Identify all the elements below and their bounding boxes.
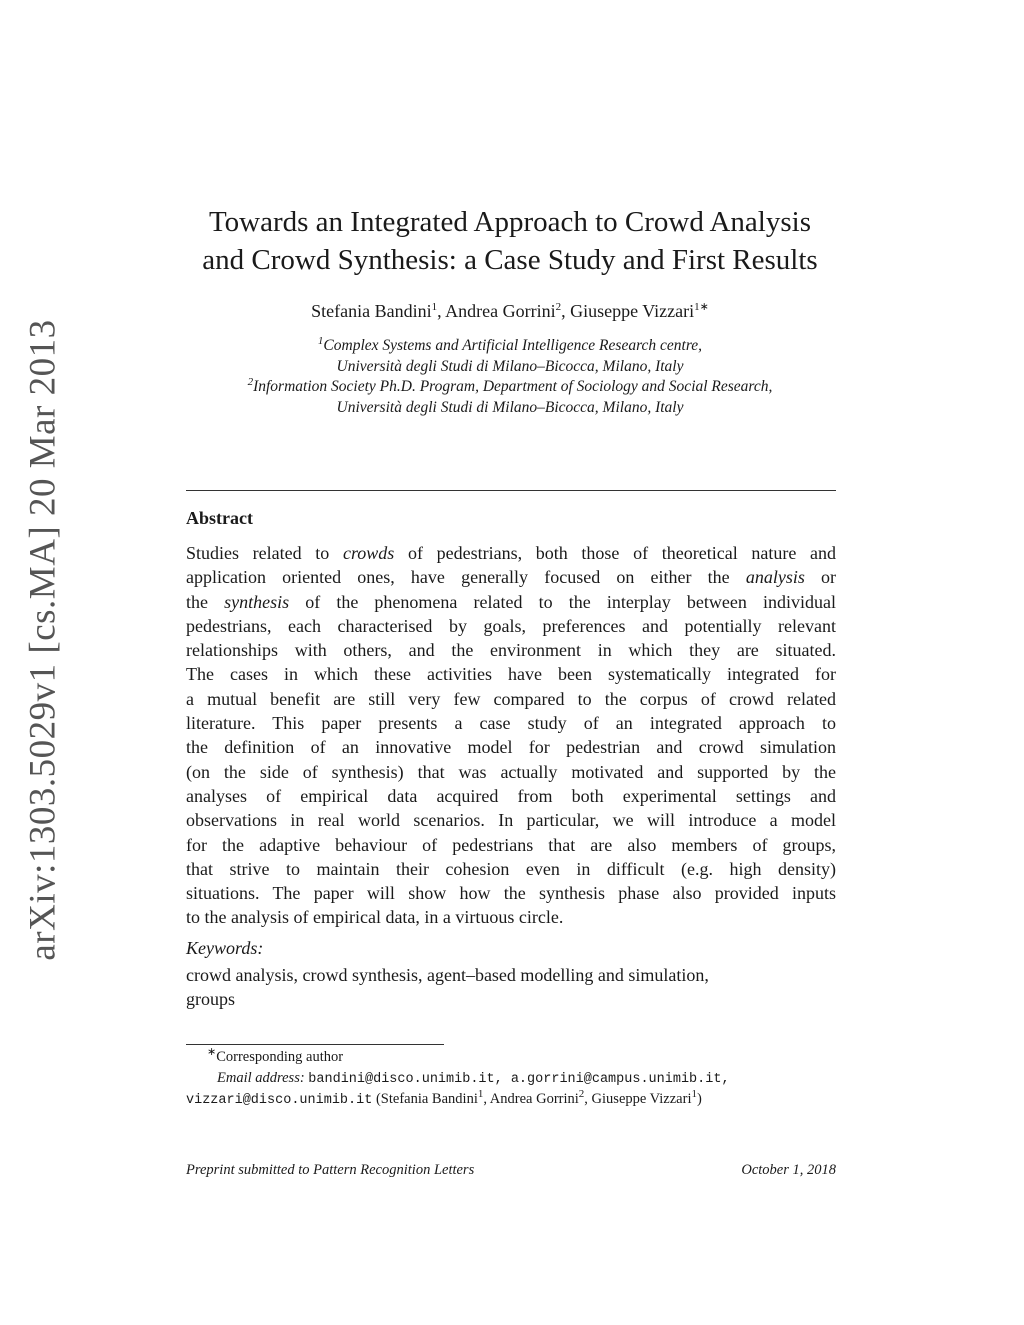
arxiv-identifier-text: arXiv:1303.5029v1 [cs.MA] 20 Mar 2013	[22, 319, 64, 961]
emphasis-crowds: crowds	[342, 543, 395, 563]
abstract-line: that strive to maintain their cohesion even in difficult (e.g. high density)	[186, 858, 836, 879]
author-name: Andrea Gorrini	[445, 301, 556, 321]
emphasis-analysis: analysis	[745, 567, 805, 588]
emphasis-synthesis: synthesis	[224, 591, 290, 612]
abstract-line: application oriented ones, have generally focused on either the analysis or	[186, 567, 837, 588]
affiliation-number: 2	[247, 375, 254, 388]
abstract-line: observations in real world scenarios. In particular, we will introduce a model	[186, 810, 836, 831]
affiliation-text: Complex Systems and Artificial Intelligence Research centre,	[323, 337, 703, 354]
affiliation-2-line-2: Università degli Studi di Milano–Bicocca, Milano, Italy	[336, 398, 684, 416]
affiliation-number: 1	[317, 334, 324, 347]
author-affiliation-mark: 2	[555, 301, 562, 313]
footnote-text: Corresponding author	[216, 1049, 344, 1065]
abstract-heading: Abstract	[186, 508, 253, 528]
email-footnote	[217, 1070, 877, 1087]
author-name: Stefania Bandini	[311, 301, 432, 321]
abstract-line: The cases in which these activities have been systematically integrated for	[186, 664, 836, 685]
abstract-top-rule	[186, 490, 836, 491]
abstract-line: the definition of an innovative model for pedestrian and crowd simulation	[186, 737, 836, 758]
abstract-line: literature. This paper presents a case study of an integrated approach to	[186, 713, 836, 734]
footer-date: October 1, 2018	[741, 1162, 836, 1178]
abstract-body	[186, 541, 836, 930]
affiliation-1-line-2: Università degli Studi di Milano–Bicocca, Milano, Italy	[336, 357, 684, 375]
arxiv-identifier-stamp	[18, 319, 68, 961]
affiliation-2-line-1	[150, 377, 870, 398]
affiliation-text: Information Society Ph.D. Program, Department of Sociology and Social Research,	[253, 378, 773, 395]
abstract-line: Studies related to crowds of pedestrians, both those of theoretical nature and	[186, 543, 836, 563]
abstract-line: a mutual benefit are still very few compared to the corpus of crowd related	[186, 688, 836, 709]
abstract-line: (on the side of synthesis) that was actually motivated and supported by the	[186, 761, 836, 782]
abstract-line: relationships with others, and the environment in which they are situated.	[186, 640, 836, 661]
paper-title	[150, 203, 870, 279]
keywords-line-2: groups	[186, 989, 235, 1009]
email-addresses[interactable]: bandini@disco.unimib.it, a.gorrini@campus.unimib.it,	[308, 1072, 730, 1087]
keywords-label: Keywords:	[186, 938, 264, 958]
title-line-2: and Crowd Synthesis: a Case Study and First Results	[202, 244, 818, 276]
abstract-line: analyses of empirical data acquired from both experimental settings and	[186, 785, 836, 806]
email-footnote-continued: vizzari@disco.unimib.it (Stefania Bandini$^1$, Andrea Gorrini$^2$, Giuseppe Vizzari$^1$)	[186, 1088, 702, 1108]
abstract-line: pedestrians, each characterised by goals, preferences and potentially relevant	[186, 615, 836, 636]
keywords-line-1: crowd analysis, crowd synthesis, agent–based modelling and simulation,	[186, 965, 709, 985]
author-affiliation-mark: 1∗	[694, 301, 709, 313]
author-affiliation-mark: 1	[431, 301, 438, 313]
affiliation-1-line-1	[150, 336, 870, 357]
author-name: Giuseppe Vizzari	[570, 301, 695, 321]
abstract-line: situations. The paper will show how the synthesis phase also provided inputs	[186, 883, 836, 904]
author-list: Stefania Bandini$^1$, Andrea Gorrini$^2$, Giuseppe Vizzari$^{1∗}$	[311, 301, 709, 321]
preprint-note: Preprint submitted to Pattern Recognition Letters	[186, 1162, 475, 1178]
abstract-line: to the analysis of empirical data, in a virtuous circle.	[186, 907, 564, 928]
email-label: Email address:	[217, 1070, 305, 1086]
abstract-line: the synthesis of the phenomena related to the interplay between individual	[186, 591, 836, 612]
keywords-list	[186, 963, 836, 1011]
email-address[interactable]: vizzari@disco.unimib.it	[186, 1093, 373, 1108]
title-line-1: Towards an Integrated Approach to Crowd Analysis	[208, 206, 811, 238]
corresponding-author-footnote	[207, 1046, 867, 1066]
footnote-mark: ∗	[207, 1046, 217, 1059]
abstract-line: for the adaptive behaviour of pedestrians that are also members of groups,	[186, 834, 836, 855]
footnote-rule	[186, 1044, 444, 1045]
affiliations	[150, 336, 870, 418]
